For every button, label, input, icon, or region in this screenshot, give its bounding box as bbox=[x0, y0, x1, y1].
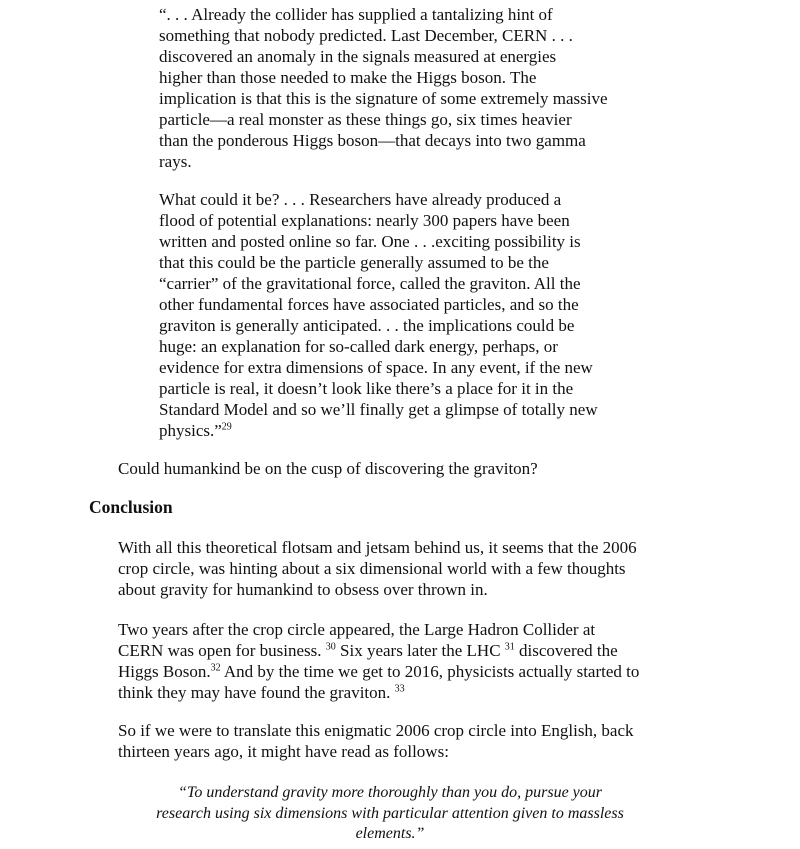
paragraph-text: Six years later the LHC bbox=[335, 641, 505, 660]
block-quote-paragraph bbox=[159, 189, 649, 441]
block-quote-text: What could it be? . . . Researchers have already produced a flood of potential explanations: nearly 300 papers have been written and posted online so far. One . . .exciting possibility is that this could be the particle generally assumed to be the “carrier” of the gravitational force, called the graviton. All the other fundamental forces have associated particles, and so the graviton is generally anticipated. . . the implications could be huge: an explanation for so-called dark energy, perhaps, or evidence for extra dimensions of space. In any event, if the new particle is real, it doesn’t look like there’s a place for it in the Standard Model and so we’ll finally get a glimpse of totally new physics.” bbox=[159, 190, 598, 440]
paragraph-text: And by the time we get to 2016, physicists actually started to think they may have found the graviton. bbox=[118, 662, 640, 702]
block-quote-text: “. . . Already the collider has supplied a tantalizing hint of something that nobody predicted. Last December, CERN . . . discovered an anomaly in the signals measured at energies higher than those needed to make the Higgs boson. The implication is that this is the signature of some extremely massive particle—a real monster as these things go, six times heavier than the ponderous Higgs boson—that decays into two gamma rays. bbox=[159, 5, 608, 171]
paragraph-text: Two years after the crop circle appeared, the Large Hadron Collider at CERN was open for business. bbox=[118, 620, 596, 660]
footnote-marker: 30 bbox=[325, 641, 336, 653]
block-quote-paragraph bbox=[159, 4, 649, 172]
footnote-marker: 29 bbox=[221, 421, 232, 433]
body-paragraph: So if we were to translate this enigmatic 2006 crop circle into English, back thirteen years ago, it might have read as follows: bbox=[118, 721, 634, 761]
paragraph-text: discovered the Higgs Boson. bbox=[118, 641, 618, 681]
section-heading: Conclusion bbox=[89, 497, 173, 517]
italic-quote: “To understand gravity more thoroughly than you do, pursue your research using six dimensions with particular attention given to massless elements.” bbox=[156, 784, 624, 842]
footnote-marker: 33 bbox=[394, 683, 405, 695]
footnote-marker: 31 bbox=[504, 641, 515, 653]
footnote-marker: 32 bbox=[210, 662, 221, 674]
question-paragraph: Could humankind be on the cusp of discovering the graviton? bbox=[118, 459, 538, 478]
body-paragraph: With all this theoretical flotsam and jetsam behind us, it seems that the 2006 crop circle, was hinting about a six dimensional world with a few thoughts about gravity for humankind to obsess over thrown in. bbox=[118, 538, 637, 599]
body-paragraph bbox=[118, 619, 698, 703]
